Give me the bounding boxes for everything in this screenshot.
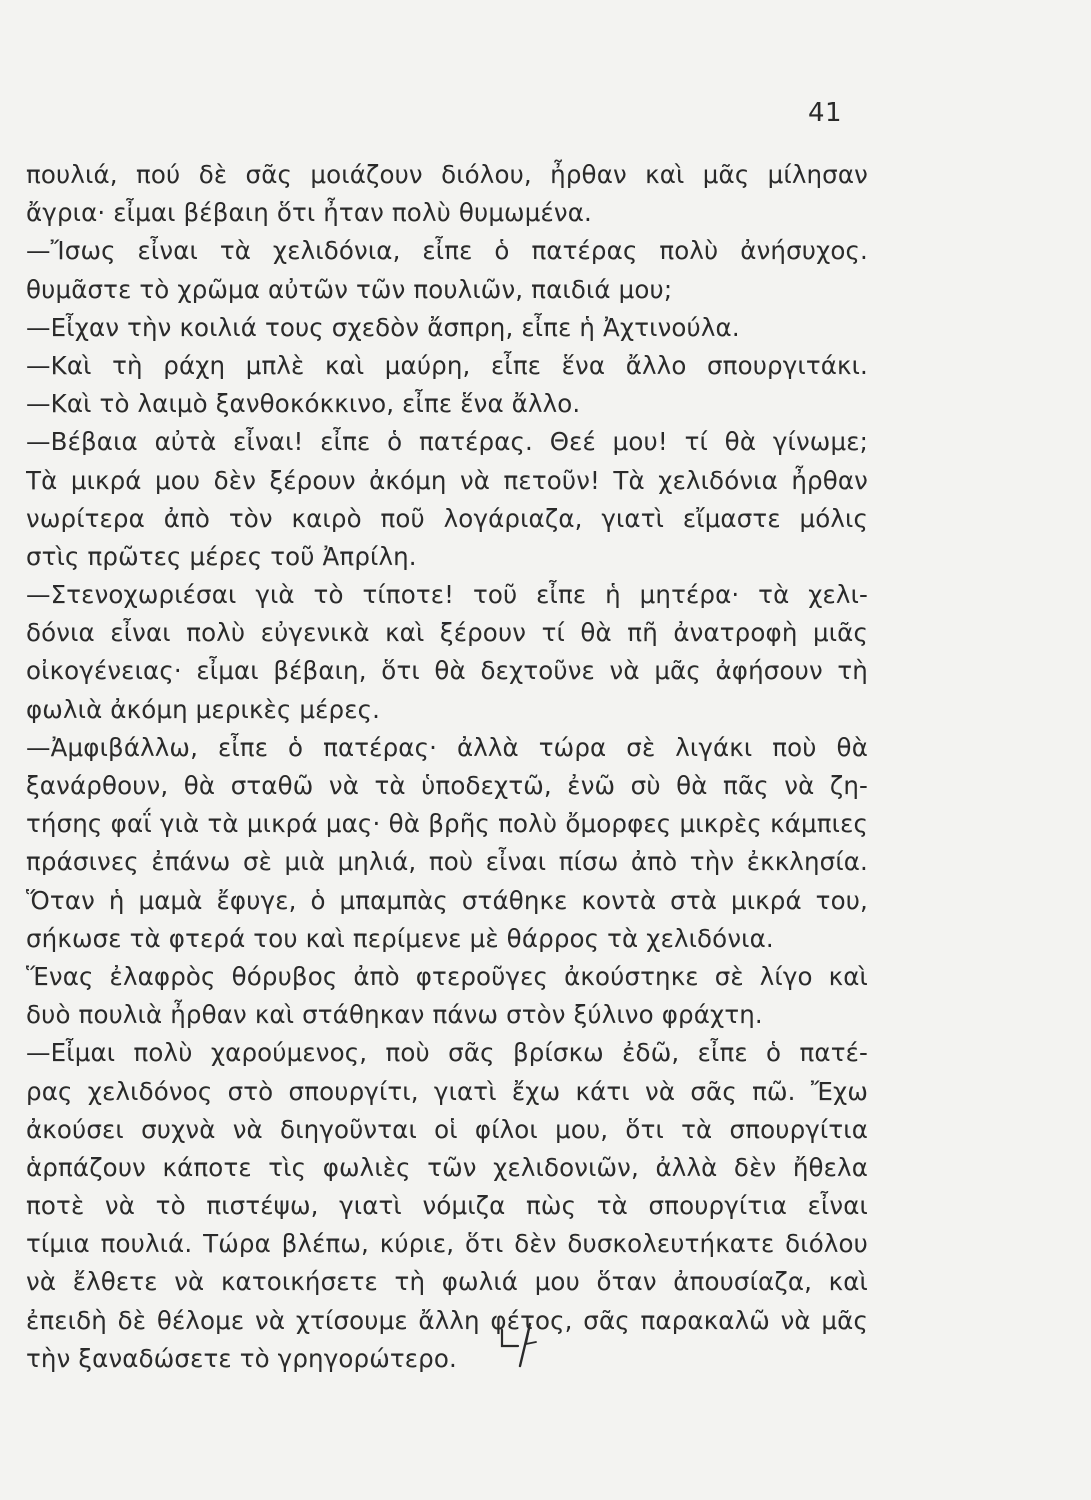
text-line: πράσινες ἐπάνω σὲ μιὰ μηλιά, ποὺ εἶναι πίσω ἀπὸ τὴν ἐκκλησία. (26, 847, 868, 877)
text-line: ρας χελιδόνος στὸ σπουργίτι, γιατὶ ἔχω κάτι νὰ σᾶς πῶ. Ἔχω (26, 1076, 868, 1106)
text-line: δόνια εἶναι πολὺ εὐγενικὰ καὶ ξέρουν τί θὰ πῆ ἀνατροφὴ μιᾶς (26, 618, 868, 648)
text-line: ἄγρια· εἶμαι βέβαιη ὅτι ἦταν πολὺ θυμωμένα. (26, 198, 592, 228)
text-line: —Εἶχαν τὴν κοιλιά τους σχεδὸν ἄσπρη, εἶπε ἡ Ἀχτινούλα. (26, 312, 740, 342)
text-line: Τὰ μικρά μου δὲν ξέρουν ἀκόμη νὰ πετοῦν! Τὰ χελιδόνια ἦρθαν (26, 465, 868, 495)
text-line: —Καὶ τὴ ράχη μπλὲ καὶ μαύρη, εἶπε ἕνα ἄλλο σπουργιτάκι. (26, 350, 868, 380)
text-line: οἰκογένειας· εἶμαι βέβαιη, ὅτι θὰ δεχτοῦνε νὰ μᾶς ἀφήσουν τὴ (26, 656, 868, 686)
text-line: φωλιὰ ἀκόμη μερικὲς μέρες. (26, 694, 381, 724)
text-line: ποτὲ νὰ τὸ πιστέψω, γιατὶ νόμιζα πὼς τὰ σπουργίτια εἶναι (26, 1191, 868, 1221)
text-line: τίμια πουλιά. Τώρα βλέπω, κύριε, ὅτι δὲν δυσκολευτήκατε διόλου (26, 1229, 868, 1259)
text-line: νὰ ἔλθετε νὰ κατοικήσετε τὴ φωλιά μου ὅταν ἀπουσίαζα, καὶ (26, 1267, 868, 1297)
text-line: δυὸ πουλιὰ ἦρθαν καὶ στάθηκαν πάνω στὸν ξύλινο φράχτη. (26, 1000, 763, 1030)
text-line: πουλιά, πού δὲ σᾶς μοιάζουν διόλου, ἦρθαν καὶ μᾶς μίλησαν (26, 160, 868, 189)
text-line: ἐπειδὴ δὲ θέλομε νὰ χτίσουμε ἄλλη φέτος, σᾶς παρακαλῶ νὰ μᾶς (26, 1305, 868, 1335)
text-line: ξανάρθουν, θὰ σταθῶ νὰ τὰ ὑποδεχτῶ, ἐνῶ σὺ θὰ πᾶς νὰ ζη- (26, 771, 868, 800)
text-line: —Στενοχωριέσαι γιὰ τὸ τίποτε! τοῦ εἶπε ἡ μητέρα· τὰ χελι- (26, 580, 868, 610)
text-line: —Ἴσως εἶναι τὰ χελιδόνια, εἶπε ὁ πατέρας πολὺ ἀνήσυχος. (26, 236, 868, 266)
text-line: νωρίτερα ἀπὸ τὸν καιρὸ ποῦ λογάριαζα, γιατὶ εἴμαστε μόλις (26, 503, 868, 533)
text-line: ἁρπάζουν κάποτε τὶς φωλιὲς τῶν χελιδονιῶν, ἀλλὰ δὲν ἤθελα (26, 1152, 868, 1182)
text-line: —Εἶμαι πολὺ χαρούμενος, ποὺ σᾶς βρίσκω ἐδῶ, εἶπε ὁ πατέ- (26, 1038, 868, 1068)
text-line: ἀκούσει συχνὰ νὰ διηγοῦνται οἱ φίλοι μου, ὅτι τὰ σπουργίτια (26, 1114, 868, 1144)
text-line: —Ἀμφιβάλλω, εἶπε ὁ πατέρας· ἀλλὰ τώρα σὲ λιγάκι ποὺ θὰ (26, 732, 868, 762)
body-text (26, 156, 868, 1378)
handwritten-mark (496, 1318, 556, 1368)
text-line: —Βέβαια αὐτὰ εἶναι! εἶπε ὁ πατέρας. Θεέ μου! τί θὰ γίνωμε; (26, 427, 868, 457)
text-line: στὶς πρῶτες μέρες τοῦ Ἀπρίλη. (26, 541, 417, 571)
page-number: 41 (808, 98, 843, 128)
text-line: τήσης φαΐ γιὰ τὰ μικρά μας· θὰ βρῆς πολὺ ὄμορφες μικρὲς κάμπιες (26, 809, 868, 839)
text-line: Ἕνας ἐλαφρὸς θόρυβος ἀπὸ φτεροῦγες ἀκούστηκε σὲ λίγο καὶ (26, 961, 868, 991)
text-line: τὴν ξαναδώσετε τὸ γρηγορώτερο. (26, 1343, 457, 1373)
text-line: θυμᾶστε τὸ χρῶμα αὐτῶν τῶν πουλιῶν, παιδιά μου; (26, 274, 673, 304)
text-line: Ὅταν ἡ μαμὰ ἔφυγε, ὁ μπαμπὰς στάθηκε κοντὰ στὰ μικρά του, (26, 885, 868, 915)
text-line: —Καὶ τὸ λαιμὸ ξανθοκόκκινο, εἶπε ἕνα ἄλλο. (26, 389, 581, 419)
text-line: σήκωσε τὰ φτερά του καὶ περίμενε μὲ θάρρος τὰ χελιδόνια. (26, 923, 774, 953)
